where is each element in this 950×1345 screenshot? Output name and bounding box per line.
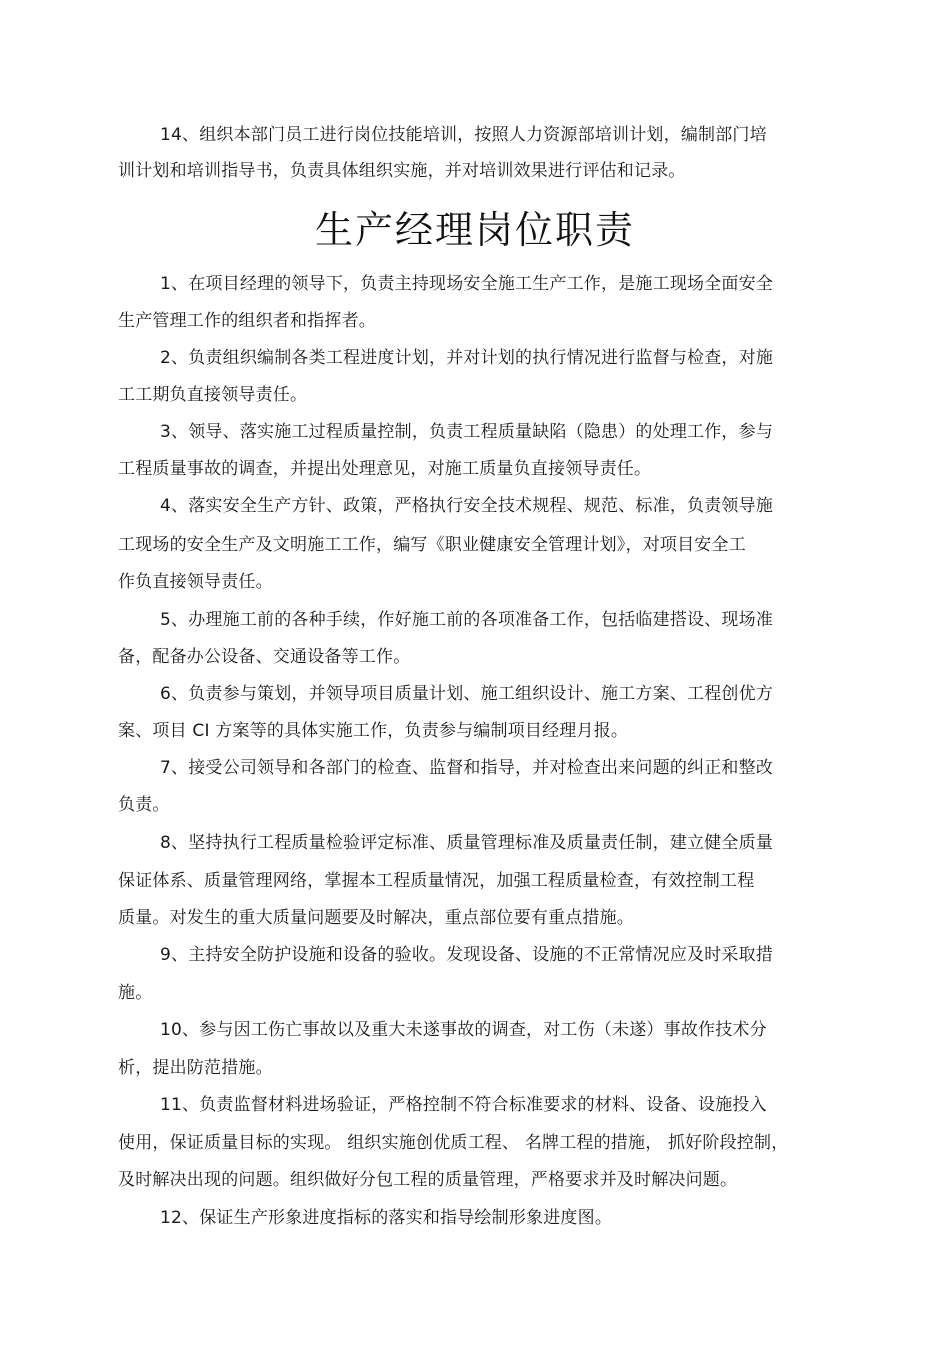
page-title: 生产经理岗位职责	[314, 208, 635, 252]
item-9-line-2: 施。	[118, 983, 153, 1003]
item-11-line-1: 11、负责监督材料进场验证，严格控制不符合标准要求的材料、设备、设施投入	[160, 1095, 767, 1115]
item-1-line-2: 生产管理工作的组织者和指挥者。	[118, 311, 376, 331]
intro-item-14-line-1: 14、组织本部门员工进行岗位技能培训，按照人力资源部培训计划，编制部门培	[160, 125, 767, 145]
item-4-line-2: 工现场的安全生产及文明施工工作，编写《职业健康安全管理计划》，对项目安全工	[118, 535, 746, 555]
item-3-line-1: 3、领导、落实施工过程质量控制，负责工程质量缺陷（隐患）的处理工作，参与	[160, 422, 774, 442]
intro-item-14-line-2: 训计划和培训指导书，负责具体组织实施，并对培训效果进行评估和记录。	[118, 161, 686, 181]
item-1-line-1: 1、在项目经理的领导下，负责主持现场安全施工生产工作，是施工现场全面安全	[160, 274, 774, 294]
item-8-line-1: 8、坚持执行工程质量检验评定标准、质量管理标准及质量责任制，建立健全质量	[160, 833, 774, 853]
item-2-line-1: 2、负责组织编制各类工程进度计划，并对计划的执行情况进行监督与检查，对施	[160, 348, 774, 368]
item-8-line-3: 质量。对发生的重大质量问题要及时解决，重点部位要有重点措施。	[118, 908, 634, 928]
item-7-line-1: 7、接受公司领导和各部门的检查、监督和指导，并对检查出来问题的纠正和整改	[160, 758, 774, 778]
item-5-line-2: 备，配备办公设备、交通设备等工作。	[118, 647, 411, 667]
item-3-line-2: 工程质量事故的调查，并提出处理意见，对施工质量负直接领导责任。	[118, 459, 652, 479]
item-11-line-2: 使用，保证质量目标的实现。 组织实施创优质工程、 名牌工程的措施， 抓好阶段控制，	[118, 1133, 789, 1153]
item-8-line-2: 保证体系、质量管理网络，掌握本工程质量情况，加强工程质量检查，有效控制工程	[118, 871, 755, 891]
item-6-line-2: 案、项目 CI 方案等的具体实施工作，负责参与编制项目经理月报。	[118, 721, 629, 741]
item-9-line-1: 9、主持安全防护设施和设备的验收。发现设备、设施的不正常情况应及时采取措	[160, 945, 774, 965]
item-4-line-3: 作负直接领导责任。	[118, 572, 273, 592]
item-10-line-1: 10、参与因工伤亡事故以及重大未遂事故的调查，对工伤（未遂）事故作技术分	[160, 1020, 767, 1040]
item-2-line-2: 工工期负直接领导责任。	[118, 385, 308, 405]
item-10-line-2: 析，提出防范措施。	[118, 1058, 273, 1078]
item-11-line-3: 及时解决出现的问题。组织做好分包工程的质量管理，严格要求并及时解决问题。	[118, 1170, 738, 1190]
item-4-line-1: 4、落实安全生产方针、政策，严格执行安全技术规程、规范、标准，负责领导施	[160, 496, 774, 516]
item-5-line-1: 5、办理施工前的各种手续，作好施工前的各项准备工作，包括临建搭设、现场准	[160, 610, 774, 630]
item-7-line-2: 负责。	[118, 795, 170, 815]
item-12-line-1: 12、保证生产形象进度指标的落实和指导绘制形象进度图。	[160, 1208, 613, 1228]
item-6-line-1: 6、负责参与策划，并领导项目质量计划、施工组织设计、施工方案、工程创优方	[160, 684, 774, 704]
